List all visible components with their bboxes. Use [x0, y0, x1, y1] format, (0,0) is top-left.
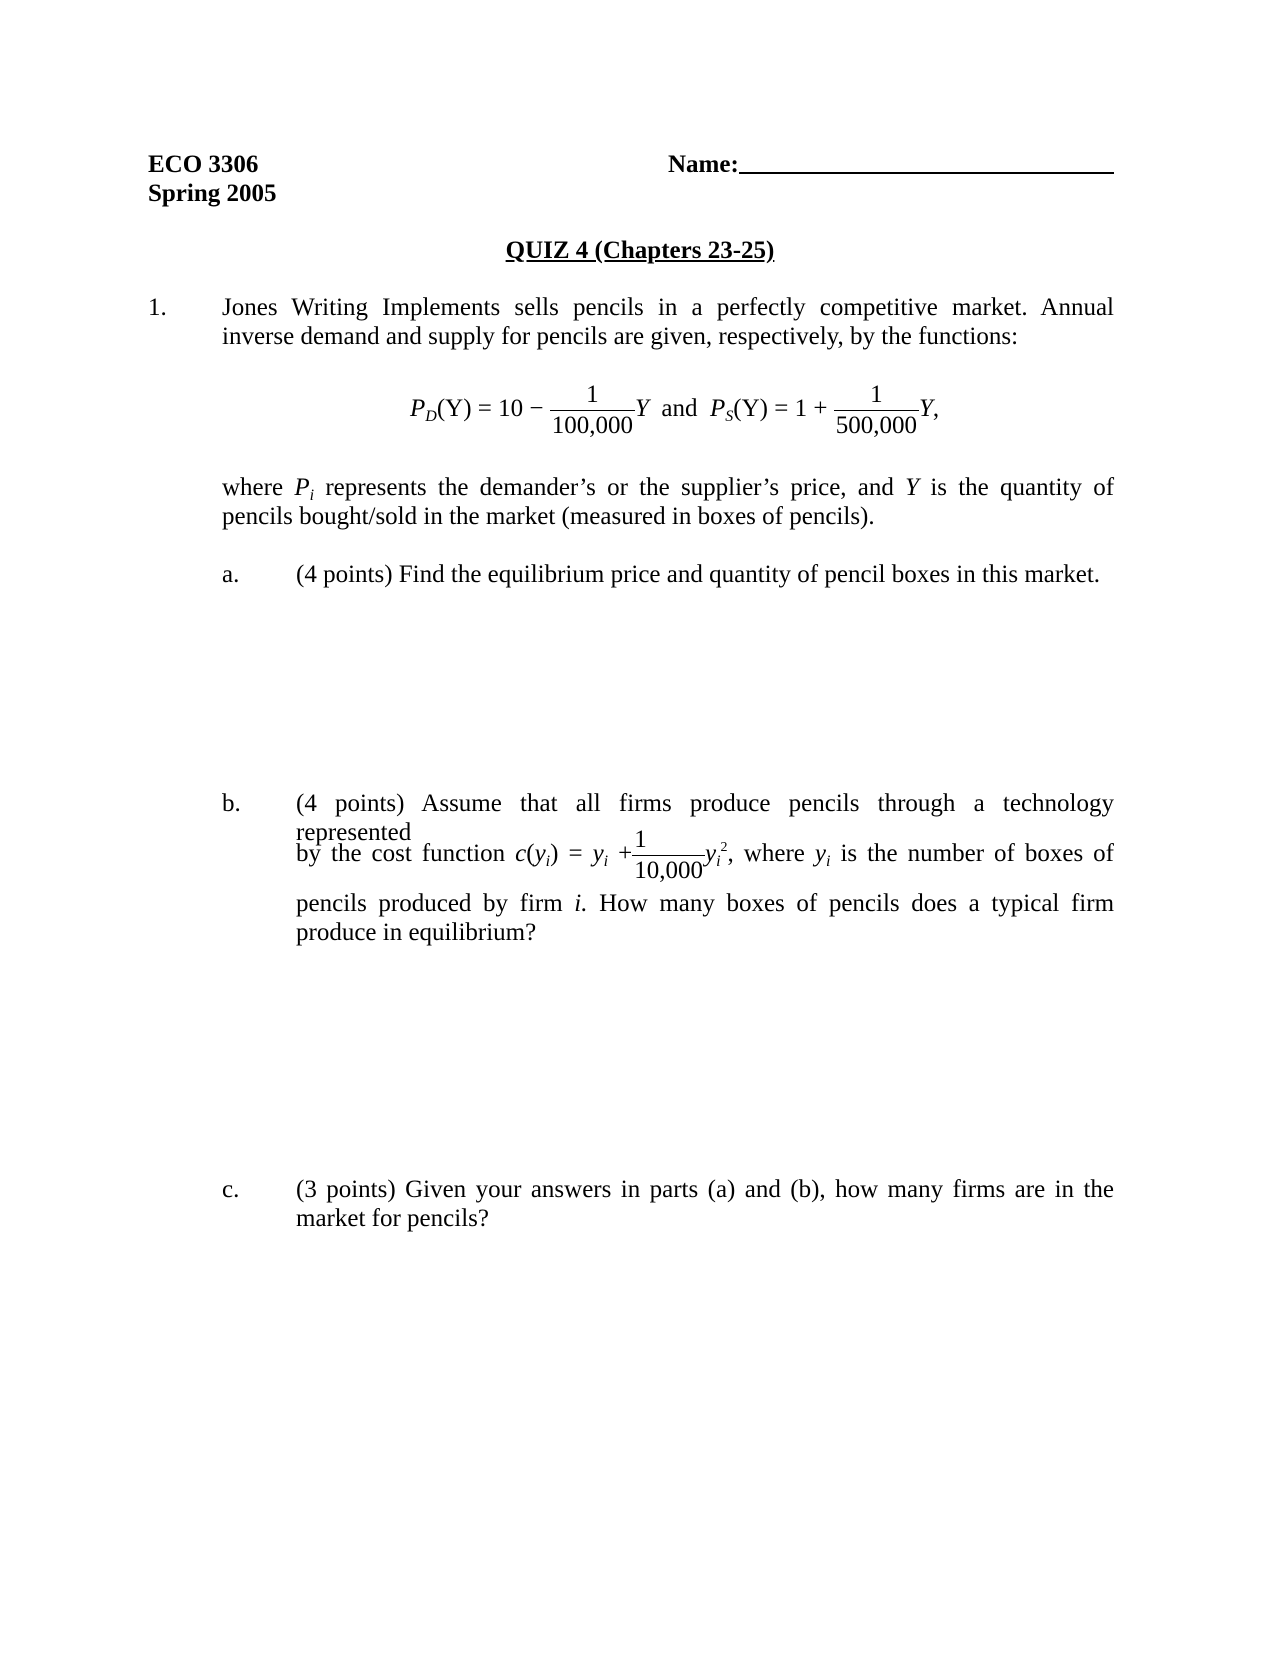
- part-b-line3: pencils produced by firm i. How many boxes of pencils does a typical firm: [296, 890, 1115, 917]
- supply-fraction: $\frac{1}{500,000}$: [835, 381, 917, 439]
- question-intro-line2: inverse demand and supply for pencils are given, respectively, by the functions:: [222, 323, 1019, 350]
- part-c-label: c.: [222, 1176, 240, 1203]
- question-intro-line1: Jones Writing Implements sells pencils in a perfectly competitive market. Annual: [222, 294, 1114, 321]
- where-line1: where $P_i$ represents the demander’s or the supplier’s price, and Y is the quantity of: [222, 474, 1115, 504]
- name-field: [668, 150, 1114, 179]
- part-b-line1: (4 points) Assume that all firms produce pencils through a technology represented: [296, 790, 1114, 846]
- name-blank-line: [739, 150, 1114, 174]
- name-label: Name:: [668, 151, 739, 178]
- question-number: 1.: [148, 294, 167, 321]
- part-a-label: a.: [222, 561, 240, 588]
- quiz-title: QUIZ 4 (Chapters 23-25): [505, 237, 775, 264]
- part-c-line1: (3 points) Given your answers in parts (a) and (b), how many firms are in the: [296, 1176, 1114, 1203]
- where-line2: pencils bought/sold in the market (measured in boxes of pencils).: [222, 503, 875, 530]
- course-code: ECO 3306: [148, 151, 259, 178]
- term: Spring 2005: [148, 180, 277, 207]
- part-b-line4: produce in equilibrium?: [296, 919, 537, 946]
- part-a-text: (4 points) Find the equilibrium price and quantity of pencil boxes in this market.: [296, 561, 1101, 588]
- part-b-label: b.: [222, 790, 241, 817]
- part-b-line2: by the cost function $c(y_i) = y_i$ + $\frac{1}{10,000}$ $y_i^2$, where $y_i$ is the number of boxes of: [296, 825, 1114, 884]
- part-c-line2: market for pencils?: [296, 1205, 489, 1232]
- cost-fraction: $\frac{1}{10,000}$: [634, 825, 703, 884]
- supply-demand-equation: $P_D(Y) = 10$ − $\frac{1}{100,000}$ Y and $P_S(Y) = 1$ + $\frac{1}{500,000}$ Y,: [410, 381, 940, 439]
- demand-fraction: $\frac{1}{100,000}$: [551, 381, 633, 439]
